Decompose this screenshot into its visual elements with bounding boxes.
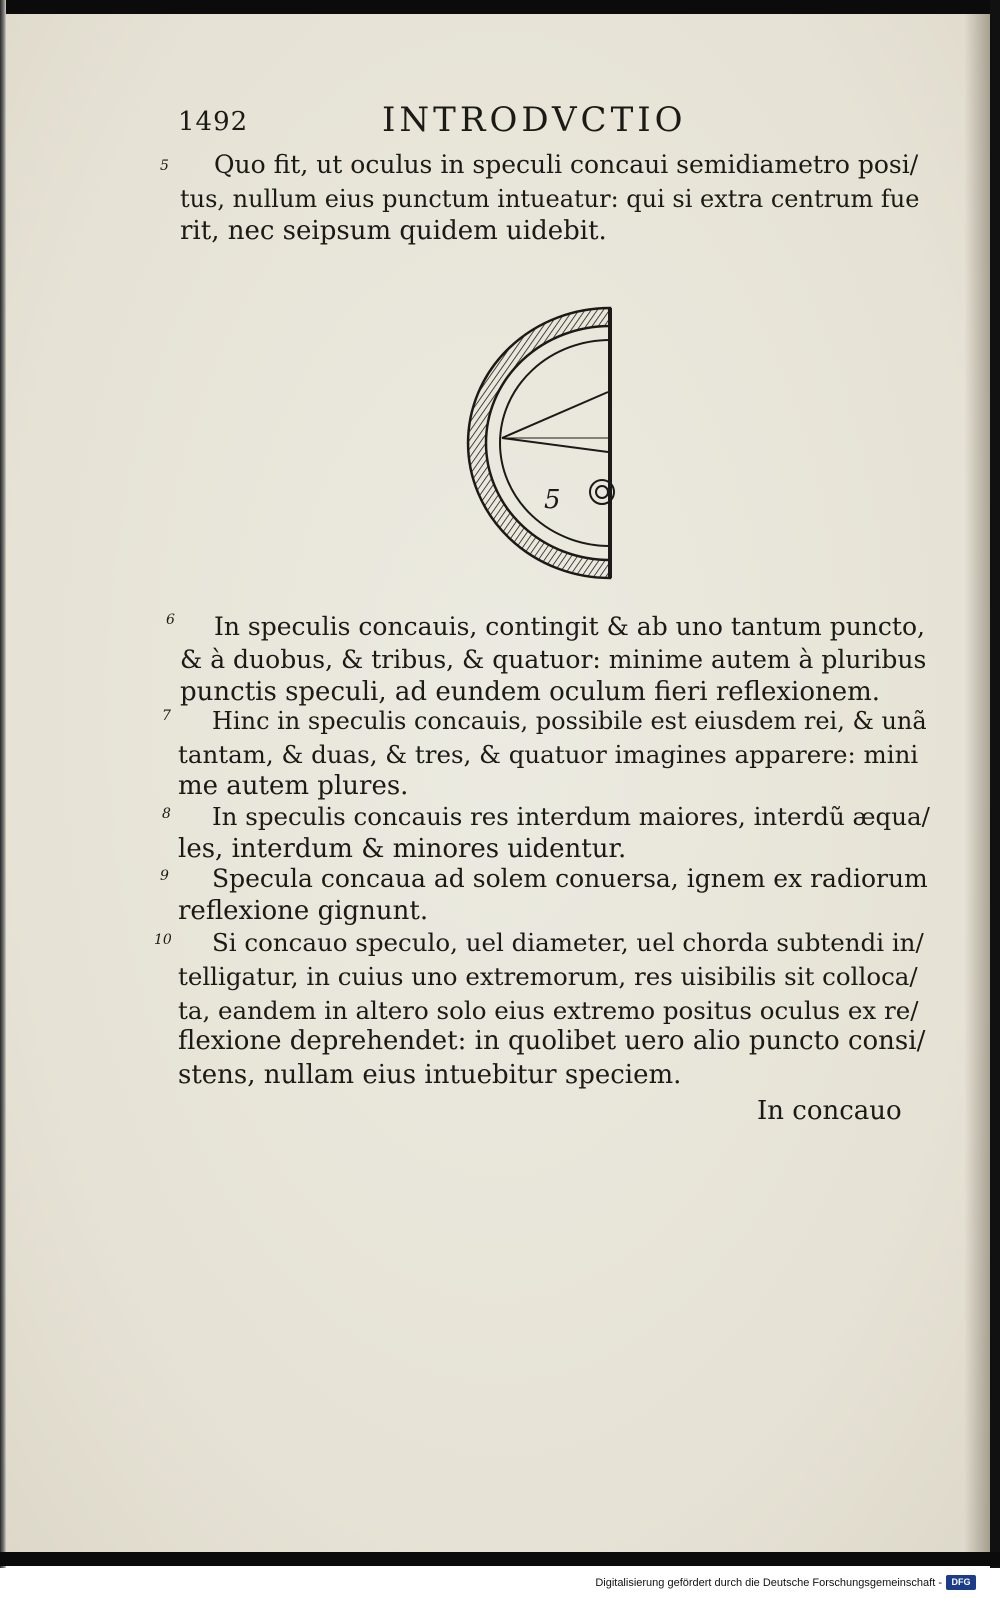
page-gutter-shadow <box>964 14 990 1554</box>
paragraph-number: 9 <box>160 868 169 884</box>
text-line: Specula concaua ad solem conuersa, ignem ex radiorum <box>212 864 928 893</box>
text-line: rit, nec seipsum quidem uidebit. <box>180 216 607 246</box>
text-line: Hinc in speculis concauis, possibile est eiusdem rei, & unã <box>212 707 927 735</box>
ray-line <box>502 392 608 438</box>
concave-mirror-figure <box>462 302 622 584</box>
text-line: tantam, & duas, & tres, & quatuor imagines apparere: mini <box>178 740 919 769</box>
text-line: In speculis concauis res interdum maiores, interdũ æqua/ <box>212 802 930 831</box>
text-line: me autem plures. <box>178 771 409 801</box>
text-line: reflexione gignunt. <box>178 896 429 926</box>
text-line: tus, nullum eius punctum intueatur: qui si extra centrum fue <box>180 185 920 213</box>
paragraph-number: 10 <box>154 932 172 948</box>
scan-left-edge <box>0 0 6 1568</box>
running-head: INTRODVCTIO <box>382 100 687 140</box>
dfg-logo: DFG <box>946 1575 976 1590</box>
text-line: flexione deprehendet: in quolibet uero alio puncto consi/ <box>178 1026 926 1056</box>
text-line: In speculis concauis, contingit & ab uno tantum puncto, <box>214 612 925 641</box>
text-line: Quo fit, ut oculus in speculi concaui semidiametro posi/ <box>214 150 919 179</box>
text-line: telligatur, in cuius uno extremorum, res uisibilis sit colloca/ <box>178 962 918 991</box>
text-line: stens, nullam eius intuebitur speciem. <box>178 1060 682 1090</box>
text-line: les, interdum & minores uidentur. <box>178 834 627 864</box>
text-line: punctis speculi, ad eundem oculum fieri reflexionem. <box>180 677 881 707</box>
text-line: & à duobus, & tribus, & quatuor: minime autem à pluribus <box>180 645 927 674</box>
ray-line <box>502 438 608 452</box>
funding-notice: Digitalisierung gefördert durch die Deutsche Forschungsgemeinschaft - <box>595 1577 942 1589</box>
text-line: ta, eandem in altero solo eius extremo positus oculus ex re/ <box>178 996 919 1025</box>
eye-circle <box>596 486 608 498</box>
mirror-surface <box>500 340 610 546</box>
folio-number: 1492 <box>178 107 249 137</box>
digitization-footer <box>0 1568 1000 1598</box>
figure-label: 5 <box>544 485 561 515</box>
scan-right-border <box>990 0 1000 1568</box>
paragraph-number: 7 <box>162 708 171 724</box>
paragraph-number: 5 <box>160 158 169 174</box>
text-line: Si concauo speculo, uel diameter, uel chorda subtendi in/ <box>212 928 924 957</box>
paragraph-number: 8 <box>162 806 171 822</box>
scan-bottom-border <box>0 1552 1000 1566</box>
catchword: In concauo <box>757 1096 902 1126</box>
paragraph-number: 6 <box>166 612 175 628</box>
